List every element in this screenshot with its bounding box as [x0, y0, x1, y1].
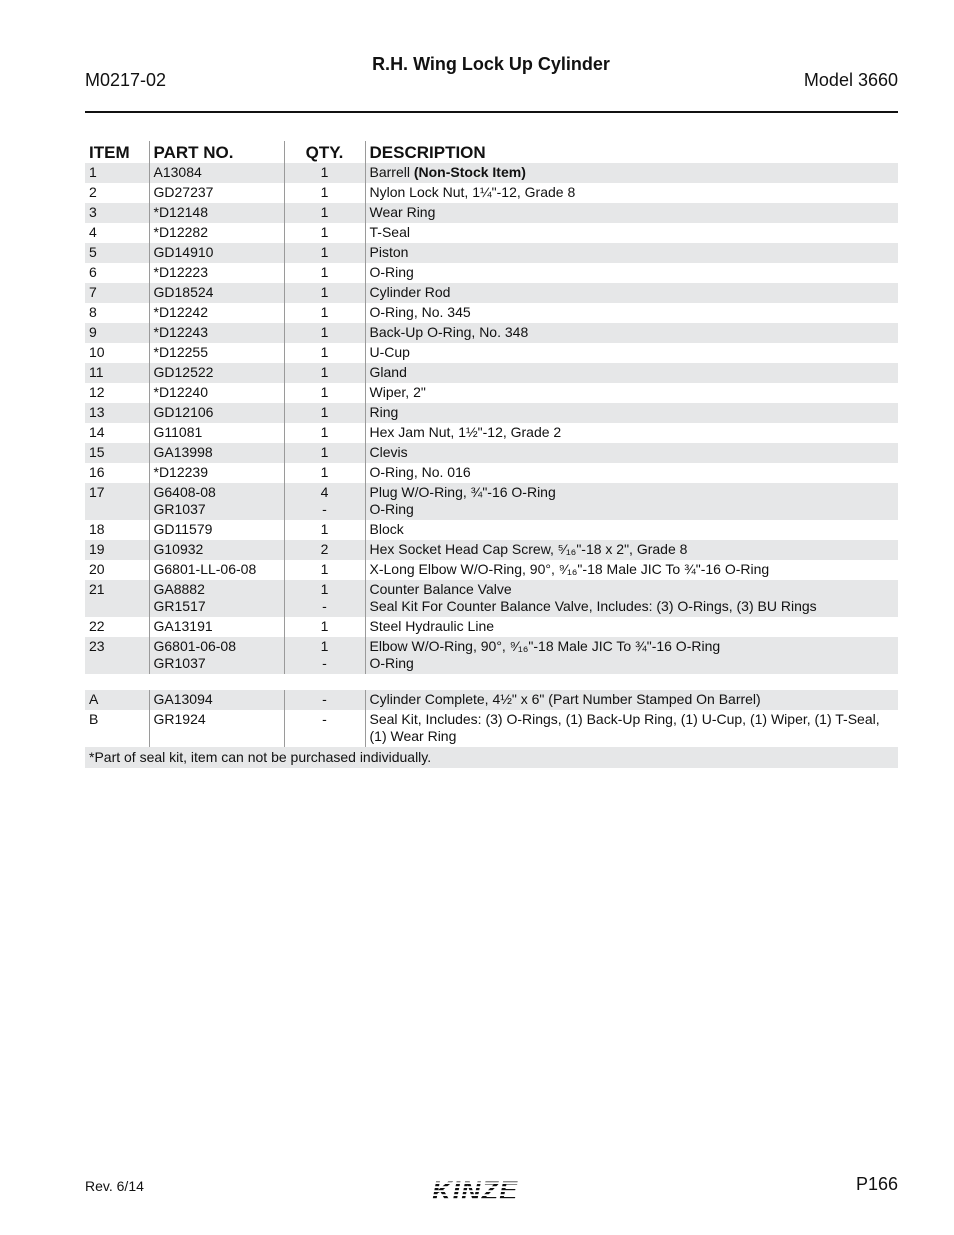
description-cell-line: Gland: [369, 364, 407, 380]
part-number-cell-line: A13084: [153, 164, 202, 180]
item-cell: 19: [85, 540, 149, 560]
header-divider: [85, 111, 898, 113]
qty-cell-line: 1: [320, 344, 329, 360]
part-number-cell-line: GA13998: [153, 444, 213, 460]
qty-cell: [284, 403, 365, 423]
qty-cell-line: -: [322, 691, 327, 707]
description-cell-line: O-Ring: [369, 655, 414, 671]
part-number-cell-line: *D12282: [153, 224, 208, 240]
description-cell: [365, 423, 898, 443]
description-cell: [365, 690, 898, 710]
revision-label: Rev. 6/14: [85, 1178, 144, 1194]
part-number-cell: [149, 303, 284, 323]
part-number-cell-line: GR1037: [153, 655, 206, 671]
part-number-cell: [149, 403, 284, 423]
part-number-cell-line: *D12239: [153, 464, 208, 480]
part-number-cell: [149, 483, 284, 520]
part-number-cell-line: GD12522: [153, 364, 214, 380]
description-cell: [365, 617, 898, 637]
qty-cell: [284, 183, 365, 203]
qty-cell: [284, 617, 365, 637]
item-cell: 18: [89, 521, 105, 537]
qty-cell-line: 1: [320, 581, 329, 597]
table-row: [85, 243, 898, 263]
table-row: [85, 483, 898, 520]
qty-cell-line: 1: [320, 304, 329, 320]
description-cell: [365, 443, 898, 463]
parts-table-body: [85, 163, 898, 768]
table-row: [85, 163, 898, 183]
table-row: [85, 423, 898, 443]
qty-cell-line: 1: [320, 521, 329, 537]
item-cell: 1: [85, 163, 149, 183]
non-stock-note: (Non-Stock Item): [413, 164, 526, 180]
part-number-cell: [149, 203, 284, 223]
part-number-cell: [149, 223, 284, 243]
description-cell: [365, 580, 898, 617]
qty-cell: [284, 637, 365, 674]
description-cell-line: O-Ring, No. 016: [369, 464, 471, 480]
column-header-description: DESCRIPTION: [365, 141, 898, 163]
footnote-row: [85, 747, 898, 768]
table-row: [85, 303, 898, 323]
table-row: [85, 283, 898, 303]
part-number-cell-line: GD12106: [153, 404, 214, 420]
description-cell-line: Wiper, 2": [369, 384, 426, 400]
table-row: [85, 263, 898, 283]
footnote: *Part of seal kit, item can not be purchased individually.: [85, 747, 898, 768]
description-cell: [365, 520, 898, 540]
qty-cell-line: 1: [320, 244, 329, 260]
table-row: [85, 443, 898, 463]
description-cell: [365, 203, 898, 223]
description-cell-line: Back-Up O-Ring, No. 348: [369, 324, 529, 340]
description-cell: [365, 540, 898, 560]
item-cell: 9: [85, 323, 149, 343]
description-cell: [365, 163, 898, 183]
qty-cell-line: 1: [320, 404, 329, 420]
part-number-cell: [149, 520, 284, 540]
table-header-row: [85, 141, 898, 163]
table-row: [85, 617, 898, 637]
item-cell: 13: [85, 403, 149, 423]
qty-cell: [284, 303, 365, 323]
part-number-cell-line: G6801-06-08: [153, 638, 237, 654]
part-number-cell-line: GD11579: [153, 521, 213, 537]
spacer-cell: [85, 674, 898, 690]
item-cell: 6: [89, 264, 97, 280]
table-row: [85, 203, 898, 223]
table-row: [85, 183, 898, 203]
kinze-logo-text: KINZE: [432, 1176, 518, 1204]
description-cell-line: Counter Balance Valve: [369, 581, 512, 597]
table-row: [85, 343, 898, 363]
table-row: [85, 710, 898, 747]
qty-cell: [284, 690, 365, 710]
part-number-cell-line: *D12148: [153, 204, 208, 220]
table-row: [85, 323, 898, 343]
qty-cell: [284, 580, 365, 617]
qty-cell-line: 1: [320, 424, 329, 440]
description-cell-line: Cylinder Rod: [369, 284, 451, 300]
description-cell: [365, 323, 898, 343]
description-cell-line: O-Ring, No. 345: [369, 304, 471, 320]
qty-cell: [284, 540, 365, 560]
qty-cell-line: 1: [320, 284, 329, 300]
description-cell-line: Hex Jam Nut, 1½"-12, Grade 2: [369, 424, 562, 440]
qty-cell-line: 1: [320, 224, 329, 240]
item-cell: 8: [89, 304, 97, 320]
item-cell: 5: [85, 243, 149, 263]
table-row: [85, 403, 898, 423]
part-number-cell-line: G11081: [153, 424, 203, 440]
description-cell-line: [370, 164, 895, 181]
part-number-cell-line: G10932: [153, 541, 204, 557]
part-number-cell: [149, 443, 284, 463]
qty-cell-line: 1: [320, 204, 329, 220]
item-cell: 4: [89, 224, 97, 240]
table-row: [85, 580, 898, 617]
part-number-cell: [149, 580, 284, 617]
description-cell: [365, 263, 898, 283]
description-cell-line: Ring: [369, 404, 399, 420]
table-row: [85, 363, 898, 383]
table-row: [85, 223, 898, 243]
description-cell: [365, 243, 898, 263]
description-cell: [365, 363, 898, 383]
table-row: [85, 463, 898, 483]
table-row: [85, 560, 898, 580]
column-header-part-no: PART NO.: [149, 141, 284, 163]
column-header-qty: QTY.: [284, 141, 365, 163]
part-number-cell: [149, 560, 284, 580]
description-cell-line: O-Ring: [369, 264, 414, 280]
qty-cell: [284, 520, 365, 540]
item-cell: 17: [85, 483, 149, 520]
table-row: [85, 383, 898, 403]
part-number-cell: [149, 163, 284, 183]
qty-cell: [284, 283, 365, 303]
qty-cell-line: 1: [320, 384, 329, 400]
qty-cell: [284, 560, 365, 580]
description-cell: [365, 483, 898, 520]
part-number-cell-line: GR1924: [153, 711, 206, 727]
description-cell-line: T-Seal: [369, 224, 410, 240]
part-number-cell: [149, 617, 284, 637]
qty-cell-line: 1: [320, 164, 329, 180]
qty-cell: [284, 203, 365, 223]
qty-cell: [284, 323, 365, 343]
qty-cell: [284, 363, 365, 383]
item-cell: 12: [89, 384, 105, 400]
part-number-cell-line: GR1037: [153, 501, 206, 517]
item-cell: 3: [85, 203, 149, 223]
qty-cell-line: 1: [320, 464, 329, 480]
part-number-cell: [149, 183, 284, 203]
qty-cell-line: 4: [320, 484, 329, 500]
description-cell: [365, 283, 898, 303]
table-row: [85, 520, 898, 540]
qty-cell: [284, 483, 365, 520]
qty-cell-line: 1: [320, 561, 329, 577]
qty-cell-line: -: [322, 598, 327, 614]
description-cell: [365, 383, 898, 403]
table-spacer-row: [85, 674, 898, 690]
item-cell: 22: [89, 618, 105, 634]
item-cell: 7: [85, 283, 149, 303]
part-number-cell: [149, 363, 284, 383]
description-cell-line: Block: [369, 521, 404, 537]
qty-cell-line: 1: [320, 364, 329, 380]
description-cell: [365, 223, 898, 243]
qty-cell: [284, 343, 365, 363]
description-cell: [365, 183, 898, 203]
part-number-cell-line: GA13191: [153, 618, 213, 634]
description-cell: [365, 560, 898, 580]
part-number-cell-line: GA8882: [153, 581, 205, 597]
qty-cell-line: 1: [320, 184, 329, 200]
description-cell: [365, 463, 898, 483]
part-number-cell: [149, 463, 284, 483]
qty-cell: [284, 423, 365, 443]
description-cell-line: Elbow W/O-Ring, 90°, ⁹⁄₁₆"-18 Male JIC To ¾"-16 O-Ring: [369, 638, 721, 654]
item-cell: 16: [89, 464, 105, 480]
item-cell: B: [89, 711, 99, 727]
qty-cell: [284, 223, 365, 243]
item-cell: A: [85, 690, 149, 710]
kinze-logo: [430, 1176, 550, 1209]
description-cell-text: Barrell: [369, 164, 414, 180]
item-cell: 10: [89, 344, 105, 360]
description-cell-line: Cylinder Complete, 4½" x 6" (Part Number Stamped On Barrel): [369, 691, 761, 707]
item-cell: 21: [85, 580, 149, 617]
part-number-cell: [149, 710, 284, 747]
qty-cell: [284, 383, 365, 403]
description-cell-line: Seal Kit For Counter Balance Valve, Includes: (3) O-Rings, (3) BU Rings: [369, 598, 817, 614]
part-number-cell: [149, 283, 284, 303]
description-cell: [365, 403, 898, 423]
description-cell-line: Steel Hydraulic Line: [369, 618, 495, 634]
description-cell-line: Wear Ring: [369, 204, 436, 220]
part-number-cell-line: G6408-08: [153, 484, 216, 500]
part-number-cell: [149, 423, 284, 443]
qty-cell-line: 2: [320, 541, 329, 557]
qty-cell-line: -: [322, 501, 327, 517]
description-cell-line: O-Ring: [369, 501, 414, 517]
qty-cell: [284, 463, 365, 483]
item-cell: 11: [85, 363, 149, 383]
qty-cell-line: 1: [320, 264, 329, 280]
table-row: [85, 690, 898, 710]
description-cell: [365, 637, 898, 674]
part-number-cell: [149, 263, 284, 283]
part-number-cell-line: *D12243: [153, 324, 208, 340]
description-cell-line: Clevis: [369, 444, 408, 460]
column-header-item: ITEM: [89, 143, 130, 162]
description-cell-line: Nylon Lock Nut, 1¼"-12, Grade 8: [369, 184, 576, 200]
part-number-cell: [149, 383, 284, 403]
model-label: Model 3660: [803, 70, 898, 90]
item-cell: 14: [89, 424, 105, 440]
part-number-cell: [149, 637, 284, 674]
part-number-cell-line: GD27237: [153, 184, 214, 200]
part-number-cell-line: GD14910: [153, 244, 214, 260]
description-cell-line: Seal Kit, Includes: (3) O-Rings, (1) Back-Up Ring, (1) U-Cup, (1) Wiper, (1) T-Seal, (1) Wear Ring: [369, 711, 880, 744]
description-cell: [365, 303, 898, 323]
part-number-cell: [149, 540, 284, 560]
item-cell: 2: [89, 184, 97, 200]
part-number-cell-line: *D12242: [153, 304, 208, 320]
part-number-cell-line: GR1517: [153, 598, 206, 614]
qty-cell: [284, 710, 365, 747]
item-cell: 15: [85, 443, 149, 463]
description-cell-line: Hex Socket Head Cap Screw, ⁵⁄₁₆"-18 x 2", Grade 8: [369, 541, 688, 557]
qty-cell-line: 1: [320, 638, 329, 654]
page-title: R.H. Wing Lock Up Cylinder: [372, 54, 610, 74]
part-number-cell-line: G6801-LL-06-08: [153, 561, 257, 577]
part-number-cell: [149, 690, 284, 710]
item-cell: 20: [89, 561, 105, 577]
part-number-cell: [149, 343, 284, 363]
table-row: [85, 540, 898, 560]
qty-cell-line: -: [322, 711, 327, 727]
part-number-cell-line: *D12240: [153, 384, 208, 400]
description-cell-line: X-Long Elbow W/O-Ring, 90°, ⁹⁄₁₆"-18 Male JIC To ¾"-16 O-Ring: [369, 561, 770, 577]
document-number: M0217-02: [85, 70, 167, 90]
part-number-cell-line: *D12255: [153, 344, 208, 360]
qty-cell-line: 1: [320, 324, 329, 340]
parts-table: [85, 141, 898, 768]
page-number: P166: [855, 1174, 898, 1194]
part-number-cell: [149, 323, 284, 343]
kinze-logo-mark: [430, 1176, 550, 1204]
description-cell-line: Plug W/O-Ring, ¾"-16 O-Ring: [369, 484, 556, 500]
part-number-cell-line: GD18524: [153, 284, 214, 300]
qty-cell-line: 1: [320, 618, 329, 634]
description-cell: [365, 343, 898, 363]
item-cell: 23: [85, 637, 149, 674]
part-number-cell-line: GA13094: [153, 691, 213, 707]
description-cell-line: Piston: [369, 244, 409, 260]
qty-cell-line: 1: [320, 444, 329, 460]
qty-cell-line: -: [322, 655, 327, 671]
qty-cell: [284, 243, 365, 263]
qty-cell: [284, 163, 365, 183]
table-row: [85, 637, 898, 674]
description-cell-line: U-Cup: [369, 344, 410, 360]
part-number-cell: [149, 243, 284, 263]
description-cell: [365, 710, 898, 747]
qty-cell: [284, 263, 365, 283]
qty-cell: [284, 443, 365, 463]
part-number-cell-line: *D12223: [153, 264, 208, 280]
